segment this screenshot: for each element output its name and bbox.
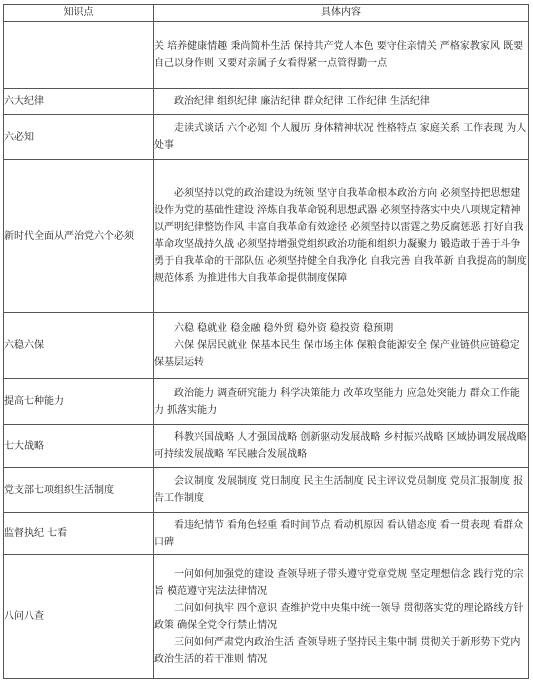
topic-cell: 六必知 xyxy=(4,115,154,160)
content-paragraph: 会议制度 发展制度 党日制度 民主生活制度 民主评议党员制度 党员汇报制度 报告工作制度 xyxy=(154,476,524,504)
table-row xyxy=(4,89,529,115)
content-paragraph: 科教兴国战略 人才强国战略 创新驱动发展战略 乡村振兴战略 区域协调发展战略 可持续发展战略 军民融合发展战略 xyxy=(154,432,527,460)
content-cell xyxy=(154,313,529,379)
content-paragraph: 六保 保居民就业 保基本民生 保市场主体 保粮食能源安全 保产业链供应链稳定 保基层运转 xyxy=(154,340,520,368)
table-row xyxy=(4,513,529,555)
topic-cell: 六稳六保 xyxy=(4,313,154,379)
topic-cell: 新时代全面从严治党六个必须 xyxy=(4,160,154,313)
content-paragraph: 关 培养健康情趣 秉尚简朴生活 保持共产党人本色 要守住亲情关 严格家教家风 既要自己以身作则 又要对亲属子女看得紧一点管得勤一点 xyxy=(154,41,524,69)
content-cell xyxy=(154,379,529,425)
content-paragraph: 必须坚持以党的政治建设为统领 坚守自我革命根本政治方向 必须坚持把思想建设作为党的基础性建设 淬炼自我革命锐利思想武器 必须坚持落实中央八项规定精神 以严明纪律整饬作风 丰富自我革命有效途径 必须坚持以雷霆之势反腐惩恶 打好自我革命攻坚战持久战 必须坚持增强党组织政治功能和组织力凝聚力 锻造敢于善于斗争 勇于自我革命的干部队伍 必须坚持健全自我净化 自我完善 自我革新 自我提高的制度规范体系 为推进伟大自我革命提供制度保障 xyxy=(154,188,527,284)
topic-cell: 党支部七项组织生活制度 xyxy=(4,468,154,513)
content-cell xyxy=(154,115,529,160)
content-cell xyxy=(154,425,529,468)
table-row xyxy=(4,115,529,160)
table-row xyxy=(4,160,529,313)
table-row xyxy=(4,468,529,513)
column-header-content: 具体内容 xyxy=(154,5,529,22)
topic-cell xyxy=(4,22,154,89)
content-cell xyxy=(154,89,529,115)
content-paragraph: 政治纪律 组织纪律 廉洁纪律 群众纪律 工作纪律 生活纪律 xyxy=(174,96,430,107)
content-cell xyxy=(154,513,529,555)
content-cell xyxy=(154,555,529,679)
content-cell xyxy=(154,22,529,89)
content-paragraph: 看违纪情节 看角色轻重 看时间节点 看动机原因 看认错态度 看一贯表现 看群众口碑 xyxy=(154,519,524,548)
topic-cell: 监督执纪 七看 xyxy=(4,513,154,555)
table-header-row xyxy=(4,5,529,22)
content-paragraph: 走读式谈话 六个必知 个人履历 身体精神状况 性格特点 家庭关系 工作表现 为人处事 xyxy=(154,123,527,151)
topic-cell: 提高七种能力 xyxy=(4,379,154,425)
content-paragraph: 三问如何严肃党内政治生活 查领导班子坚持民主集中制 贯彻关于新形势下党内政治生活的若干准则 情况 xyxy=(154,636,521,665)
content-paragraph: 政治能力 调查研究能力 科学决策能力 改革攻坚能力 应急处突能力 群众工作能力 抓落实能力 xyxy=(154,387,520,416)
table-row xyxy=(4,22,529,89)
topic-cell: 七大战略 xyxy=(4,425,154,468)
content-paragraph: 六稳 稳就业 稳金融 稳外贸 稳外资 稳投资 稳预期 xyxy=(174,323,394,334)
content-cell xyxy=(154,468,529,513)
topic-cell: 八问八查 xyxy=(4,555,154,679)
content-cell xyxy=(154,160,529,313)
column-header-topic: 知识点 xyxy=(4,5,154,22)
knowledge-table xyxy=(3,4,529,679)
table-row xyxy=(4,313,529,379)
content-paragraph: 一问如何加强党的建设 查领导班子带头遵守党章党规 坚定理想信念 践行党的宗旨 模范遵守宪法法律情况 xyxy=(154,568,524,597)
table-row xyxy=(4,425,529,468)
table-row xyxy=(4,555,529,679)
table-body xyxy=(4,22,529,679)
table-row xyxy=(4,379,529,425)
content-paragraph: 二问如何执牢 四个意识 查维护党中央集中统一领导 贯彻落实党的理论路线方针政策 确保全党令行禁止情况 xyxy=(154,602,524,631)
topic-cell: 六大纪律 xyxy=(4,89,154,115)
